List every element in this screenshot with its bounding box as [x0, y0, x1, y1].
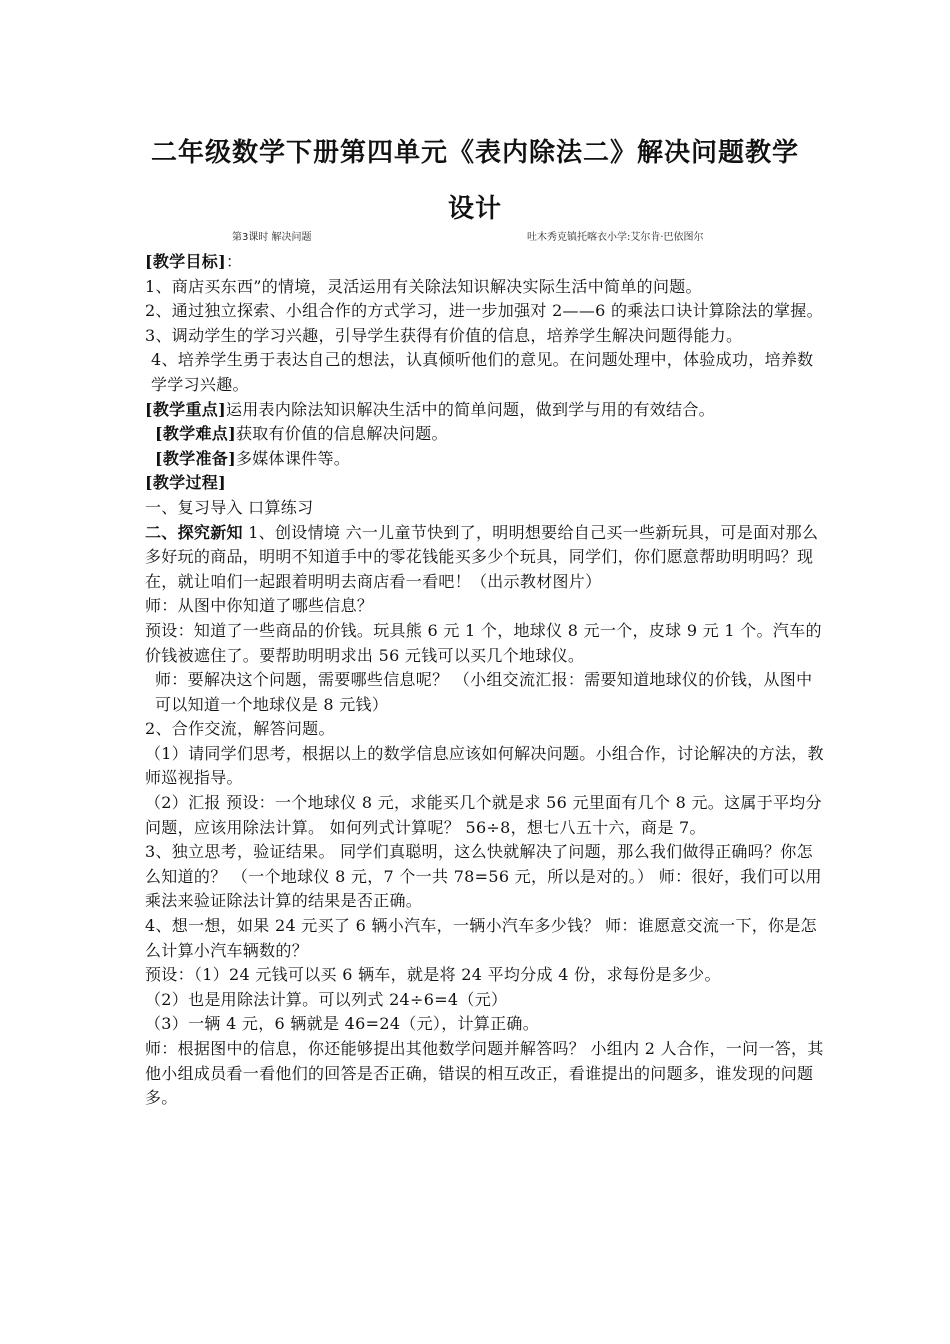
paragraph-10: （2）也是用除法计算。可以列式 24÷6=4（元） — [145, 989, 508, 1009]
preparation-line — [145, 447, 825, 472]
preparation-text: 多媒体课件等。 — [235, 448, 351, 468]
key-point-text: 运用表内除法知识解决生活中的简单问题，做到学与用的有效结合。 — [225, 399, 715, 419]
document-body — [145, 250, 825, 1111]
lesson-label: 第3课时 解决问题 — [232, 232, 312, 243]
paragraph-1: 师：从图中你知道了哪些信息？ — [145, 596, 374, 616]
paragraph-6: （2）汇报 预设：一个地球仪 8 元，求能买几个就是求 56 元里面有几个 8 元。这属于平均分问题，应该用除法计算。 如何列式计算呢？ 56÷8，想七八五十六，商是 7。 — [145, 793, 822, 837]
goal-1: 1、商店买东西”的情境，灵活运用有关除法知识解决实际生活中简单的问题。 — [145, 276, 702, 296]
paragraph-4: 2、合作交流，解答问题。 — [145, 719, 335, 739]
step-2-heading: 二、探究新知 — [145, 522, 243, 542]
key-point-line — [145, 398, 825, 423]
document-title: 二年级数学下册第四单元《表内除法二》解决问题教学设计 — [150, 138, 799, 224]
key-point-heading: [教学重点] — [145, 399, 226, 419]
paragraph-9: 预设：（1）24 元钱可以买 6 辆车，就是将 24 平均分成 4 份，求每份是多少。 — [145, 965, 721, 985]
difficulty-heading: [教学难点] — [155, 424, 236, 444]
goals-heading-line — [145, 250, 825, 275]
paragraph-5: （1）请同学们思考，根据以上的数学信息应该如何解决问题。小组合作，讨论解决的方法，教师巡视指导。 — [145, 743, 824, 788]
goals-colon: ： — [225, 252, 243, 271]
process-heading: [教学过程] — [145, 473, 226, 493]
step-2 — [145, 521, 825, 595]
preparation-heading: [教学准备] — [155, 448, 236, 468]
paragraph-12: 师：根据图中的信息，你还能够提出其他数学问题并解答吗？ 小组内 2 人合作，一问一答，其他小组成员看一看他们的回答是否正确，错误的相互改正，看谁提出的问题多，谁发现的问题多。 — [145, 1039, 824, 1108]
process-heading-line — [145, 471, 825, 496]
step-2-text: 1、创设情境 六一儿童节快到了，明明想要给自己买一些新玩具，可是面对那么多好玩的商品，明明不知道手中的零花钱能买多少个玩具，同学们，你们愿意帮助明明吗？现在，就让咱们一起跟着明明去商店看一看吧！（出示教材图片） — [145, 522, 819, 591]
difficulty-line — [145, 422, 825, 447]
goal-4: 4、培养学生勇于表达自己的想法，认真倾听他们的意见。在问题处理中，体验成功，培养数学学习兴趣。 — [151, 350, 814, 394]
paragraph-2: 预设：知道了一些商品的价钱。玩具熊 6 元 1 个，地球仪 8 元一个，皮球 9 元 1 个。汽车的价钱被遮住了。要帮助明明求出 56 元钱可以买几个地球仪。 — [145, 620, 822, 665]
paragraph-7: 3、独立思考，验证结果。 同学们真聪明，这么快就解决了问题，那么我们做得正确吗？你怎么知道的？ （一个地球仪 8 元，7 个一共 78=56 元，所以是对的。） 师：很好，我们可以用乘法来验证除法计算的结果是否正确。 — [145, 842, 822, 911]
goals-heading: [教学目标] — [145, 252, 226, 271]
step-1: 一、复习导入 口算练习 — [145, 497, 314, 517]
paragraph-11: （3）一辆 4 元，6 辆就是 46=24（元），计算正确。 — [145, 1014, 540, 1034]
paragraph-3: 师：要解决这个问题，需要哪些信息呢？ （小组交流汇报：需要知道地球仪的价钱，从图中可以知道一个地球仪是 8 元钱） — [155, 670, 813, 714]
goal-3: 3、调动学生的学习兴趣，引导学生获得有价值的信息，培养学生解决问题得能力。 — [145, 325, 743, 345]
paragraph-8: 4、想一想，如果 24 元买了 6 辆小汽车，一辆小汽车多少钱？ 师：谁愿意交流一下，你是怎么计算小汽车辆数的？ — [145, 916, 817, 960]
author-label: 吐木秀克镇托喀衣小学:艾尔肯·巴依图尔 — [527, 232, 704, 243]
difficulty-text: 获取有价值的信息解决问题。 — [235, 424, 448, 444]
goal-2: 2、通过独立探索、小组合作的方式学习，进一步加强对 2——6 的乘法口诀计算除法的掌握。 — [145, 301, 823, 321]
